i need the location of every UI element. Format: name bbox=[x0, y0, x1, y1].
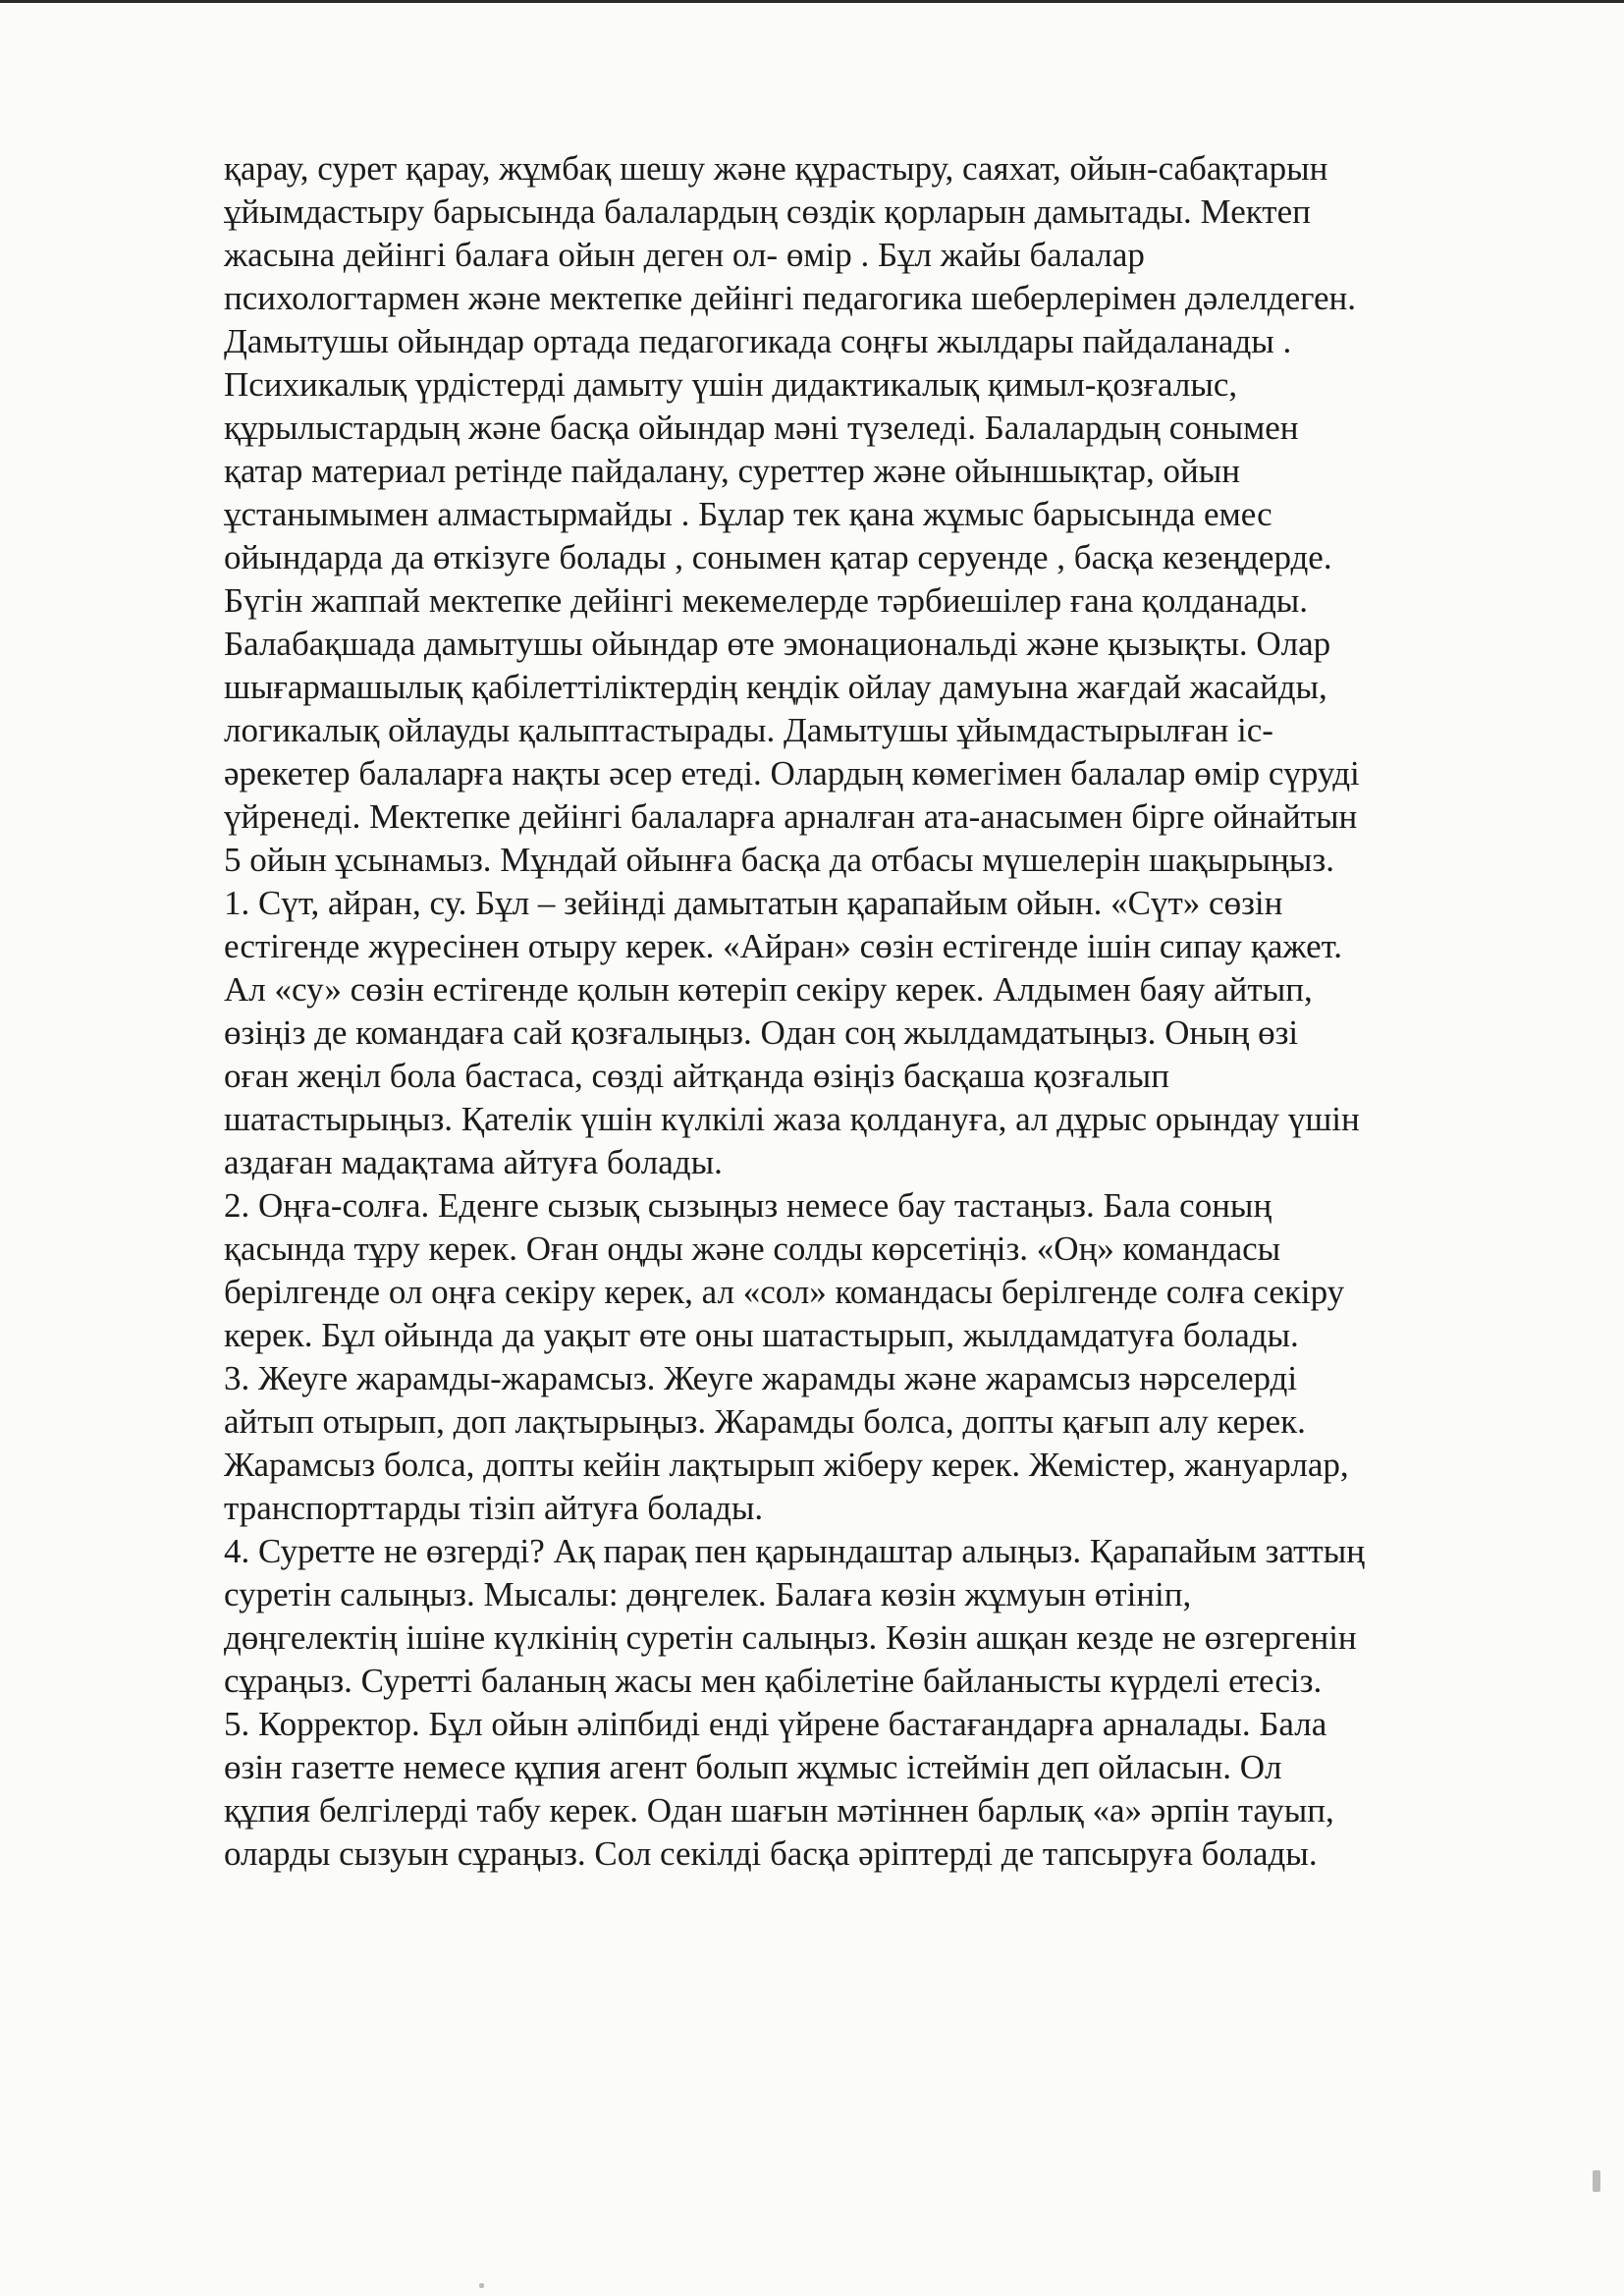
scan-top-edge bbox=[0, 0, 1624, 3]
text-line: 5. Корректор. Бұл ойын әліпбиді енді үйрене бастағандарға арналады. Бала bbox=[224, 1705, 1327, 1743]
text-line: сұраңыз. Суретті баланың жасы мен қабілетіне байланысты күрделі етесіз. bbox=[224, 1662, 1323, 1700]
text-line: айтып отырып, доп лақтырыңыз. Жарамды болса, допты қағып алу керек. bbox=[224, 1402, 1306, 1441]
text-line: қарау, сурет қарау, жұмбақ шешу және құрастыру, саяхат, ойын-сабақтарын bbox=[224, 149, 1328, 188]
text-line: логикалық ойлауды қалыптастырады. Дамытушы ұйымдастырылған іс- bbox=[224, 711, 1273, 749]
text-line: транспорттарды тізіп айтуға болады. bbox=[224, 1489, 764, 1527]
text-line: оларды сызуын сұраңыз. Сол секілді басқа әріптерді де тапсыруға болады. bbox=[224, 1834, 1318, 1873]
scan-speck bbox=[479, 2283, 484, 2288]
scan-speck bbox=[1593, 2170, 1600, 2192]
text-line: құпия белгілерді табу керек. Одан шағын мәтіннен барлық «а» әрпін тауып, bbox=[224, 1791, 1334, 1830]
text-line: суретін салыңыз. Мысалы: дөңгелек. Балаға көзін жұмуын өтініп, bbox=[224, 1575, 1192, 1613]
text-line: Психикалық үрдістерді дамыту үшін дидактикалық қимыл-қозғалыс, bbox=[224, 365, 1238, 404]
text-line: психологтармен және мектепке дейінгі педагогика шеберлерімен дәлелдеген. bbox=[224, 279, 1357, 317]
text-line: өзіңіз де командаға сай қозғалыңыз. Одан соң жылдамдатыңыз. Оның өзі bbox=[224, 1013, 1299, 1052]
text-line: ұстанымымен алмастырмайды . Бұлар тек қана жұмыс барысында емес bbox=[224, 495, 1272, 533]
text-line: естігенде жүресінен отыру керек. «Айран» сөзін естігенде ішін сипау қажет. bbox=[224, 927, 1343, 965]
text-line: жасына дейінгі балаға ойын деген ол- өмір . Бұл жайы балалар bbox=[224, 236, 1145, 274]
text-line: Балабақшада дамытушы ойындар өте эмонациональді және қызықты. Олар bbox=[224, 625, 1331, 663]
text-line: әрекетер балаларға нақты әсер етеді. Олардың көмегімен балалар өмір сүруді bbox=[224, 754, 1360, 793]
document-body bbox=[224, 147, 1500, 1876]
text-line: берілгенде ол оңға секіру керек, ал «сол» командасы берілгенде солға секіру bbox=[224, 1273, 1345, 1311]
text-line: ойындарда да өткізуге болады , сонымен қатар серуенде , басқа кезеңдерде. bbox=[224, 538, 1332, 576]
text-line: 5 ойын ұсынамыз. Мұндай ойынға басқа да отбасы мүшелерін шақырыңыз. bbox=[224, 841, 1334, 879]
text-line: шығармашылық қабілеттіліктердің кеңдік ойлау дамуына жағдай жасайды, bbox=[224, 668, 1327, 706]
text-line: үйренеді. Мектепке дейінгі балаларға арналған ата-анасымен бірге ойнайтын bbox=[224, 797, 1358, 836]
text-line: қатар материал ретінде пайдалану, суреттер және ойыншықтар, ойын bbox=[224, 452, 1240, 490]
text-line: Бүгін жаппай мектепке дейінгі мекемелерде тәрбиешілер ғана қолданады. bbox=[224, 581, 1309, 620]
text-line: шатастырыңыз. Қателік үшін күлкілі жаза қолдануға, ал дұрыс орындау үшін bbox=[224, 1100, 1360, 1138]
text-line: 3. Жеуге жарамды-жарамсыз. Жеуге жарамды және жарамсыз нәрселерді bbox=[224, 1359, 1298, 1397]
text-line: құрылыстардың және басқа ойындар мәні түзеледі. Балалардың сонымен bbox=[224, 409, 1299, 447]
text-line: дөңгелектің ішіне күлкінің суретін салыңыз. Көзін ашқан кезде не өзгергенін bbox=[224, 1618, 1357, 1657]
text-line: аздаған мадақтама айтуға болады. bbox=[224, 1143, 723, 1181]
text-line: ұйымдастыру барысында балалардың сөздік қорларын дамытады. Мектеп bbox=[224, 192, 1311, 231]
text-line: 4. Суретте не өзгерді? Ақ парақ пен қарындаштар алыңыз. Қарапайым заттың bbox=[224, 1532, 1365, 1570]
text-line: 2. Оңға-солға. Еденге сызық сызыңыз немесе бау тастаңыз. Бала соның bbox=[224, 1186, 1272, 1225]
text-line: керек. Бұл ойында да уақыт өте оны шатастырып, жылдамдатуға болады. bbox=[224, 1316, 1299, 1354]
text-line: 1. Сүт, айран, су. Бұл – зейінді дамытатын қарапайым ойын. «Сүт» сөзін bbox=[224, 884, 1283, 922]
text-line: Дамытушы ойындар ортада педагогикада соңғы жылдары пайдаланады . bbox=[224, 322, 1292, 360]
text-line: Жарамсыз болса, допты кейін лақтырып жіберу керек. Жемістер, жануарлар, bbox=[224, 1446, 1349, 1484]
text-line: қасында тұру керек. Оған оңды және солды көрсетіңіз. «Оң» командасы bbox=[224, 1230, 1281, 1268]
text-line: өзін газетте немесе құпия агент болып жұмыс істеймін деп ойласын. Ол bbox=[224, 1748, 1282, 1786]
text-line: оған жеңіл бола бастаса, сөзді айтқанда өзіңіз басқаша қозғалып bbox=[224, 1057, 1169, 1095]
text-line: Ал «су» сөзін естігенде қолын көтеріп секіру керек. Алдымен баяу айтып, bbox=[224, 970, 1313, 1009]
